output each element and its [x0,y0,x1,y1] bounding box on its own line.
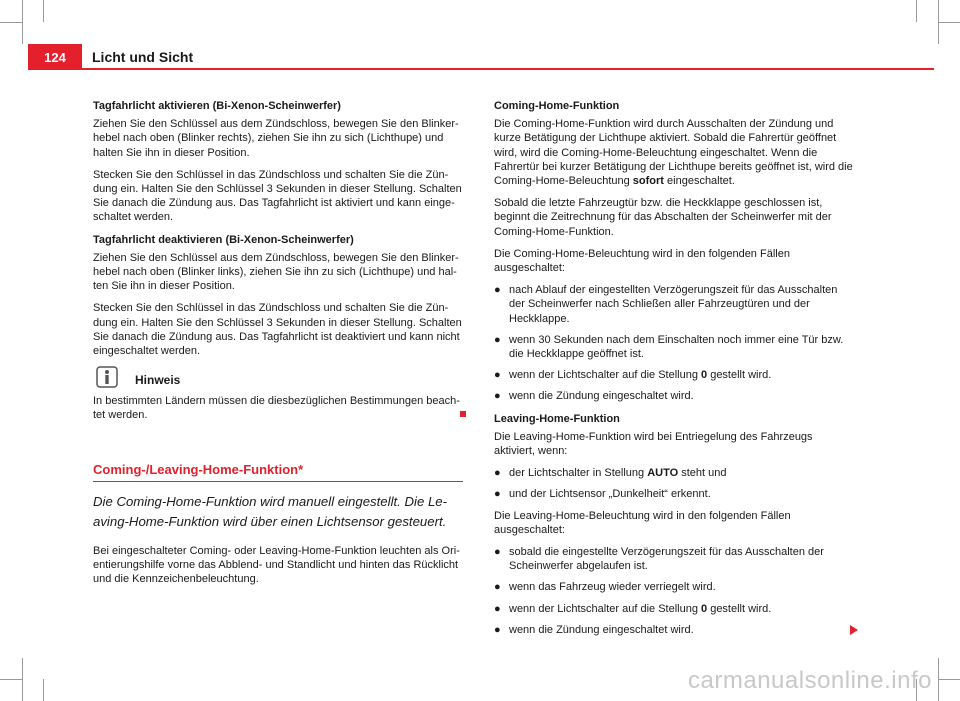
paragraph: Die Leaving-Home-Beleuchtung wird in den folgenden Fällen ausgeschaltet: [494,509,791,536]
crop-mark [0,22,22,23]
list-item [494,283,856,326]
bullet: ● [494,602,501,615]
list-item [494,545,856,573]
list-item [494,602,856,616]
paragraph [494,117,856,188]
switch-position-label: 0 [701,369,708,382]
info-person-icon [96,366,118,388]
crop-mark [43,679,44,701]
paragraph: Sobald die letzte Fahrzeugtür bzw. die Heckklappe geschlossen ist, beginnt die Zeitrechnung für das Abschalten der Scheinwerfer mit der Coming-Home-Funktion. [494,197,832,238]
crop-mark [938,22,960,23]
crop-mark [0,679,22,680]
list-item [494,487,856,501]
bullet: ● [494,581,501,594]
bullet: ● [494,623,501,636]
paragraph: Ziehen Sie den Schlüssel aus dem Zündschloss, bewegen Sie den Blinkerhebel nach oben (Blinker rechts), ziehen Sie ihn zu sich (Lichthupe) und halten Sie ihn in dieser Position. [93,118,459,159]
note-header [93,366,463,390]
leaving-home-heading: Leaving-Home-Funktion [494,412,620,425]
bullet: ● [494,333,501,346]
bullet: ● [494,390,501,403]
chapter-title: Licht und Sicht [92,49,194,65]
list-item [494,623,856,637]
crop-mark [916,0,917,22]
bullet: ● [494,467,501,480]
list-item-text: wenn die Zündung eingeschaltet wird. [509,623,694,636]
list-item-text: wenn der Lichtschalter auf die Stellung [509,369,702,382]
list-item [494,368,856,382]
section-intro: Die Coming-Home-Funktion wird manuell eingestellt. Die Leaving-Home-Funktion wird über einen Lichtsensor gesteuert. [93,493,448,529]
note-text: In bestimmten Ländern müssen die diesbezüglichen Bestimmungen beachtet werden. [93,395,460,422]
paragraph: Ziehen Sie den Schlüssel aus dem Zündschloss, bewegen Sie den Blinkerhebel nach oben (Blinker links), ziehen Sie ihn zu sich (Lichthupe) und halten Sie ihn in dieser Position. [93,251,459,293]
deactivate-heading: Tagfahrlicht deaktivieren (Bi-Xenon-Scheinwerfer) [93,233,354,246]
list-item-text: sobald die eingestellte Verzögerungszeit für das Ausschalten der Scheinwerfer abgelaufen ist. [509,546,824,573]
header-rule [82,68,934,70]
list-item-text: wenn das Fahrzeug wieder verriegelt wird. [509,581,716,594]
paragraph: Die Leaving-Home-Funktion wird bei Entriegelung des Fahrzeugs aktiviert, wenn: [494,430,813,458]
paragraph: Die Coming-Home-Beleuchtung wird in den folgenden Fällen ausgeschaltet: [494,247,790,275]
end-marker-icon [460,411,466,417]
text-run: eingeschaltet. [663,175,735,188]
crop-mark [938,0,939,44]
bullet: ● [494,488,501,501]
right-column [494,99,856,644]
crop-mark [43,0,44,22]
list-item [494,389,856,403]
paragraph: Bei eingeschalteter Coming- oder Leaving-Home-Funktion leuchten als Orientierungshilfe vorne das Abblend- und Standlicht und hinten das Rücklicht und die Kennzeichenbeleuchtung. [93,544,460,586]
crop-mark [22,0,23,44]
switch-position-label: AUTO [647,467,679,480]
list-item [494,333,856,361]
continue-arrow-icon [850,625,858,635]
list-item [494,580,856,594]
list-item-text: wenn 30 Sekunden nach dem Einschalten noch immer eine Tür bzw. die Heckklappe geöffnet ist. [509,333,844,361]
list-item-text: wenn der Lichtschalter auf die Stellung [509,602,702,615]
page-number: 124 [44,50,66,65]
list-item-text: gestellt wird. [707,602,772,615]
section-title: Coming-/Leaving-Home-Funktion* [93,463,463,482]
crop-mark [938,679,960,680]
left-column [93,99,463,594]
crop-mark [22,658,23,701]
list-item-text: nach Ablauf der eingestellten Verzögerungszeit für das Ausschalten der Scheinwerfer nach Schließen aller Fahrzeugtüren und der Heckklappe. [509,284,838,325]
list-item-text: der Lichtschalter in Stellung [509,467,648,480]
switch-position-label: 0 [701,602,708,615]
note-body [93,394,463,422]
bullet: ● [494,369,501,382]
text-run-bold: sofort [632,175,664,188]
list-item-text: gestellt wird. [707,369,772,382]
paragraph: Stecken Sie den Schlüssel in das Zündschloss und schalten Sie die Zündung ein. Halten Sie den Schlüssel 3 Sekunden in dieser Stellung. Schalten Sie danach die Zündung aus. Das Tagfahrlicht ist deaktiviert und kann nicht eingeschaltet werden. [93,302,462,358]
note-title: Hinweis [135,373,181,388]
watermark: carmanualsonline.info [688,667,932,694]
activate-heading: Tagfahrlicht aktivieren (Bi-Xenon-Scheinwerfer) [93,100,341,112]
text-run: Die Coming-Home-Funktion wird durch Ausschalten der Zündung und kurze Betätigung der Lichthupe aktiviert. Sobald die Fahrertür geöffnet wird, wird die Coming-Home-Beleuchtung eingeschaltet. Wenn die Fahrertür bei kurzer Betätigung der Lichthupe bereits geöffnet ist, wird die Coming-Home-Beleuchtung [494,118,853,188]
bullet: ● [494,284,501,297]
list-item-text: wenn die Zündung eingeschaltet wird. [509,390,694,403]
list-item-text: steht und [678,467,727,480]
bullet: ● [494,546,501,559]
list-item-text: und der Lichtsensor „Dunkelheit“ erkennt. [509,488,711,501]
crop-mark [938,658,939,701]
list-item [494,466,856,480]
coming-home-heading: Coming-Home-Funktion [494,100,620,112]
paragraph: Stecken Sie den Schlüssel in das Zündschloss und schalten Sie die Zündung ein. Halten Sie den Schlüssel 3 Sekunden in dieser Stellung. Schalten Sie danach die Zündung aus. Das Tagfahrlicht ist aktiviert und kann eingeschaltet werden. [93,168,462,224]
